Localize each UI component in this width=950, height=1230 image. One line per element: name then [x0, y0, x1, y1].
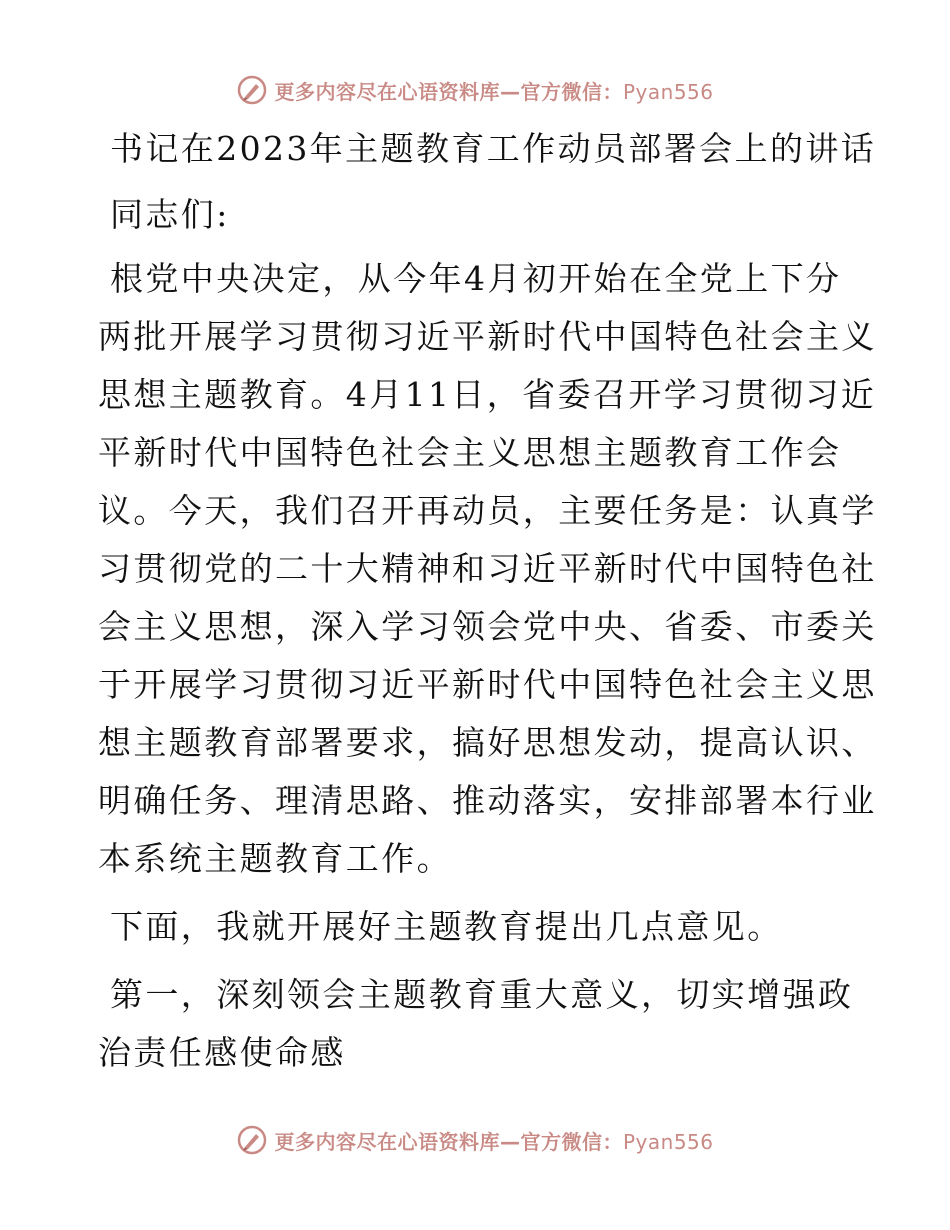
document-body	[98, 118, 877, 1082]
paragraph-line: 于开展学习贯彻习近平新时代中国特色社会主义思	[98, 665, 877, 704]
paragraph-line: 会主义思想，深入学习领会党中央、省委、市委关	[98, 607, 877, 646]
paragraph-line: 根党中央决定，从今年4月初开始在全党上下分	[110, 259, 842, 298]
watermark-text: 更多内容尽在心语资料库—官方微信：Pyan556	[274, 1129, 714, 1154]
salutation: 同志们:	[110, 195, 230, 234]
paragraph-line: 明确任务、理清思路、推动落实，安排部署本行业	[98, 781, 877, 820]
footer-watermark	[0, 1120, 950, 1160]
watermark-wechat-id: Pyan556	[622, 79, 714, 104]
header-watermark	[0, 70, 950, 110]
paragraph-line: 下面，我就开展好主题教育提出几点意见。	[110, 907, 783, 946]
paragraph-line: 议。今天，我们召开再动员，主要任务是：认真学	[98, 491, 877, 530]
paragraph-line: 想主题教育部署要求，搞好思想发动，提高认识、	[98, 723, 877, 762]
watermark-wechat-id: Pyan556	[622, 1129, 714, 1154]
section-heading-1	[98, 966, 858, 1082]
document-title: 书记在2023年主题教育工作动员部署会上的讲话	[110, 129, 877, 168]
paragraph-line: 平新时代中国特色社会主义思想主题教育工作会	[98, 433, 842, 472]
paragraph-line: 思想主题教育。4月11日，省委召开学习贯彻习近	[98, 375, 877, 414]
paragraph-line: 本系统主题教育工作。	[98, 839, 452, 878]
pen-logo-icon	[236, 74, 268, 106]
heading-line: 治责任感使命感	[98, 1033, 346, 1072]
watermark-text: 更多内容尽在心语资料库—官方微信：Pyan556	[274, 79, 714, 104]
paragraph-2	[98, 898, 858, 956]
paragraph-line: 两批开展学习贯彻习近平新时代中国特色社会主义	[98, 317, 877, 356]
paragraph-line: 习贯彻党的二十大精神和习近平新时代中国特色社	[98, 549, 877, 588]
heading-line: 第一，深刻领会主题教育重大意义，切实增强政	[110, 975, 854, 1014]
pen-logo-icon	[236, 1124, 268, 1156]
paragraph-1	[98, 250, 877, 888]
